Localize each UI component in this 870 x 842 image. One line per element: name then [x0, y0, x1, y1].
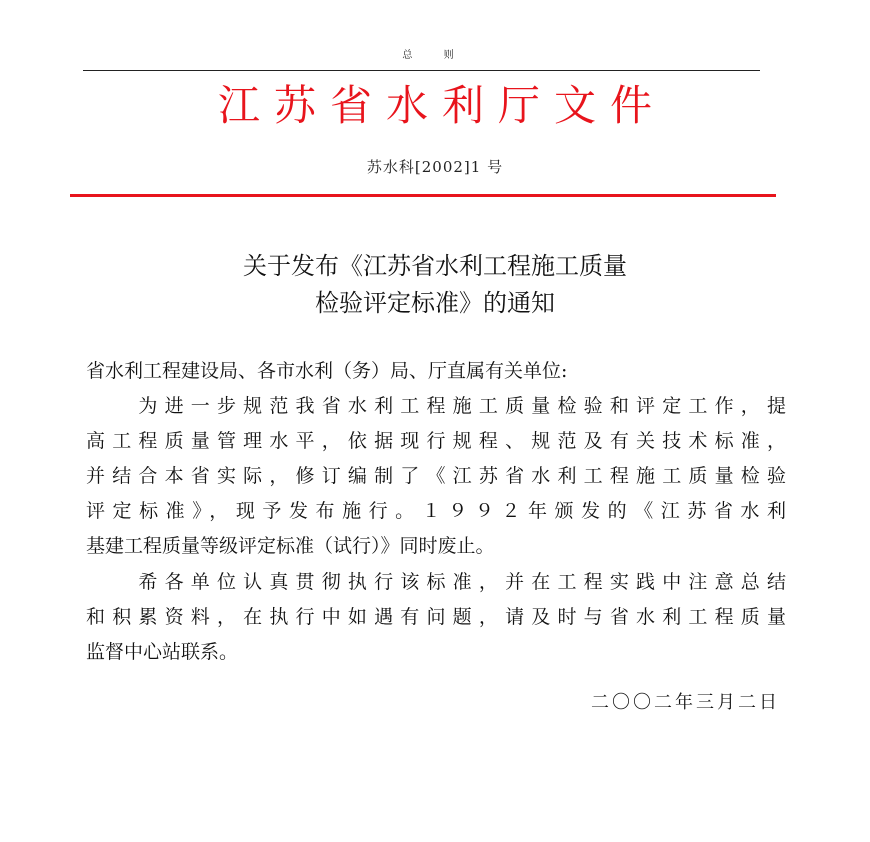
notice-title-line-1: 关于发布《江苏省水利工程施工质量	[243, 252, 627, 280]
addressee-line: 省水利工程建设局、各市水利（务）局、厅直属有关单位:	[86, 360, 568, 382]
body-line: 高工程质量管理水平，依据现行规程、规范及有关技术标准，	[86, 430, 786, 452]
body-line: 为进一步规范我省水利工程施工质量检验和评定工作，提	[86, 395, 786, 417]
running-header: 总 则	[402, 50, 468, 61]
header-rule	[83, 70, 760, 71]
document-number: 苏水科[2002]1 号	[366, 158, 504, 176]
issue-date: 二〇〇二年三月二日	[591, 692, 780, 713]
red-separator-line	[70, 194, 776, 197]
body-line: 并结合本省实际，修订编制了《江苏省水利工程施工质量检验	[86, 465, 786, 487]
masthead-title: 江苏省水利厅文件	[217, 81, 666, 130]
body-line: 监督中心站联系。	[86, 641, 239, 663]
body-line: 希各单位认真贯彻执行该标准，并在工程实践中注意总结	[86, 571, 786, 593]
body-line: 评定标准》，现予发布施行。１９９２年颁发的《江苏省水利	[86, 500, 786, 522]
body-line: 和积累资料，在执行中如遇有问题，请及时与省水利工程质量	[86, 606, 786, 628]
body-line: 基建工程质量等级评定标准（试行）》同时废止。	[86, 535, 495, 557]
notice-title-line-2: 检验评定标准》的通知	[315, 289, 555, 317]
